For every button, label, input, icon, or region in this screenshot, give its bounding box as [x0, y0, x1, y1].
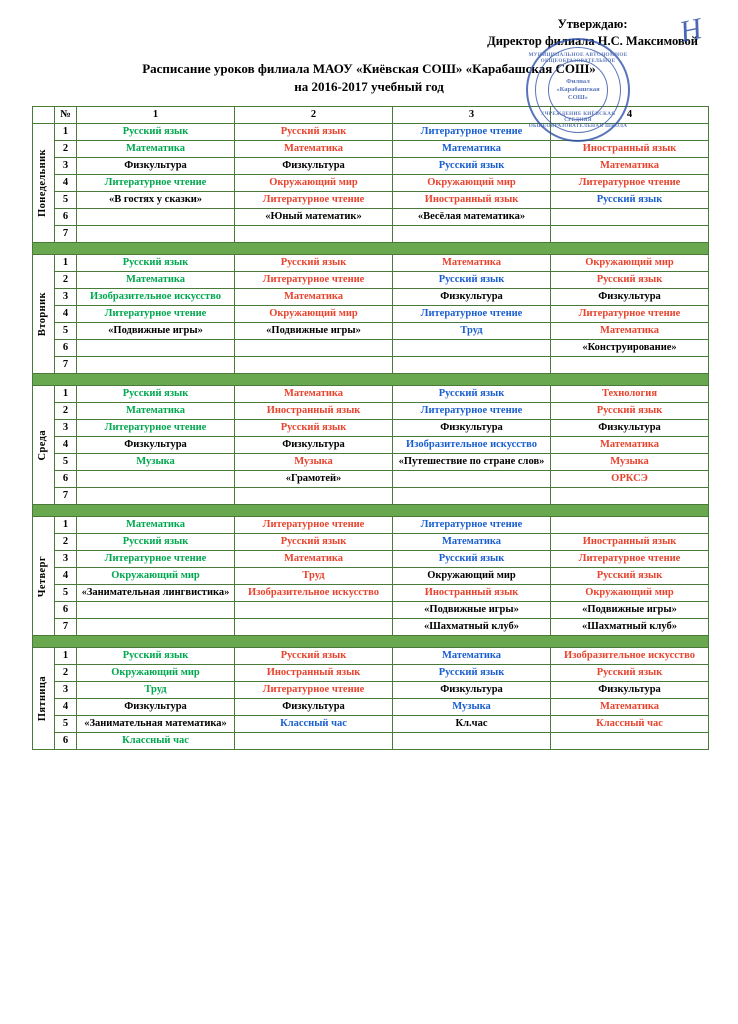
title-line-3: на 2016-2017 учебный год	[294, 79, 444, 95]
empty-cell	[235, 602, 393, 619]
lesson-cell: Классный час	[551, 716, 709, 733]
table-row	[33, 437, 709, 454]
lesson-cell: Русский язык	[77, 124, 235, 141]
lesson-cell: «Весёлая математика»	[393, 209, 551, 226]
lesson-number: 6	[55, 602, 77, 619]
lesson-cell: Математика	[551, 323, 709, 340]
lesson-cell: Математика	[393, 141, 551, 158]
lesson-cell: Математика	[393, 255, 551, 272]
table-row	[33, 386, 709, 403]
lesson-cell: «Подвижные игры»	[77, 323, 235, 340]
lesson-cell: Математика	[77, 141, 235, 158]
lesson-cell: Окружающий мир	[551, 255, 709, 272]
lesson-cell: Окружающий мир	[393, 568, 551, 585]
lesson-cell: «Путешествие по стране слов»	[393, 454, 551, 471]
lesson-cell: Физкультура	[235, 158, 393, 175]
table-row	[33, 141, 709, 158]
lesson-cell: Русский язык	[393, 158, 551, 175]
lesson-cell: Физкультура	[551, 682, 709, 699]
lesson-cell: Математика	[235, 141, 393, 158]
day-label-5: Пятница	[33, 648, 55, 750]
table-row	[33, 665, 709, 682]
schedule-table	[32, 106, 709, 750]
lesson-number: 1	[55, 124, 77, 141]
lesson-cell: «Подвижные игры»	[393, 602, 551, 619]
lesson-cell: Математика	[77, 272, 235, 289]
lesson-number: 7	[55, 357, 77, 374]
lesson-cell: Русский язык	[393, 272, 551, 289]
lesson-cell: Физкультура	[77, 699, 235, 716]
table-row	[33, 619, 709, 636]
lesson-cell: «Занимательная математика»	[77, 716, 235, 733]
lesson-number: 6	[55, 471, 77, 488]
lesson-number: 4	[55, 568, 77, 585]
header-number-col: №	[55, 107, 77, 124]
table-row	[33, 568, 709, 585]
lesson-number: 4	[55, 437, 77, 454]
lesson-cell: Литературное чтение	[551, 175, 709, 192]
header-class-3: 3	[393, 107, 551, 124]
lesson-cell: Физкультура	[77, 158, 235, 175]
lesson-cell: Математика	[77, 517, 235, 534]
table-header-row	[33, 107, 709, 124]
lesson-cell: Изобразительное искусство	[235, 585, 393, 602]
table-row	[33, 454, 709, 471]
lesson-cell: Русский язык	[235, 124, 393, 141]
lesson-cell: Окружающий мир	[393, 175, 551, 192]
empty-cell	[551, 357, 709, 374]
lesson-cell: Музыка	[393, 699, 551, 716]
lesson-cell: «Шахматный клуб»	[551, 619, 709, 636]
lesson-number: 2	[55, 534, 77, 551]
empty-cell	[77, 226, 235, 243]
lesson-cell: Математика	[235, 289, 393, 306]
signature-mark: Н	[677, 12, 706, 49]
lesson-cell: Физкультура	[393, 682, 551, 699]
table-row	[33, 289, 709, 306]
lesson-cell: «Шахматный клуб»	[393, 619, 551, 636]
lesson-cell: Русский язык	[551, 272, 709, 289]
lesson-cell: Литературное чтение	[235, 517, 393, 534]
empty-cell	[235, 340, 393, 357]
lesson-cell: Изобразительное искусство	[77, 289, 235, 306]
empty-cell	[551, 517, 709, 534]
lesson-number: 7	[55, 488, 77, 505]
lesson-cell: Изобразительное искусство	[393, 437, 551, 454]
lesson-cell: Иностранный язык	[393, 585, 551, 602]
empty-cell	[551, 488, 709, 505]
lesson-cell: Русский язык	[77, 386, 235, 403]
table-row	[33, 585, 709, 602]
empty-cell	[393, 357, 551, 374]
table-row	[33, 340, 709, 357]
lesson-cell: Литературное чтение	[77, 551, 235, 568]
lesson-number: 7	[55, 619, 77, 636]
lesson-cell: Русский язык	[77, 534, 235, 551]
lesson-number: 2	[55, 665, 77, 682]
lesson-number: 3	[55, 551, 77, 568]
lesson-cell: Русский язык	[235, 420, 393, 437]
lesson-cell: Музыка	[235, 454, 393, 471]
lesson-cell: Классный час	[235, 716, 393, 733]
header-day-col	[33, 107, 55, 124]
lesson-cell: Литературное чтение	[393, 403, 551, 420]
empty-cell	[77, 488, 235, 505]
lesson-cell: Литературное чтение	[551, 551, 709, 568]
header-class-4: 4	[551, 107, 709, 124]
title-line-1: Расписание уроков филиала МАОУ «Киёвская СОШ» «Карабашская	[142, 61, 553, 76]
lesson-cell: Литературное чтение	[551, 306, 709, 323]
lesson-cell: Физкультура	[551, 289, 709, 306]
header-class-1: 1	[77, 107, 235, 124]
empty-cell	[551, 226, 709, 243]
approval-director: Директор филиала Н.С. Максимовой	[487, 33, 698, 48]
empty-cell	[77, 340, 235, 357]
lesson-cell: Русский язык	[551, 665, 709, 682]
lesson-cell: Математика	[77, 403, 235, 420]
lesson-cell: Русский язык	[393, 665, 551, 682]
approval-label: Утверждаю:	[557, 17, 628, 31]
table-row	[33, 551, 709, 568]
table-row	[33, 175, 709, 192]
empty-cell	[393, 488, 551, 505]
lesson-cell: Русский язык	[551, 568, 709, 585]
day-label-3: Среда	[33, 386, 55, 505]
lesson-cell: «Подвижные игры»	[235, 323, 393, 340]
table-row	[33, 192, 709, 209]
table-row	[33, 602, 709, 619]
empty-cell	[235, 357, 393, 374]
table-row	[33, 517, 709, 534]
lesson-cell: Литературное чтение	[235, 272, 393, 289]
day-separator-fill	[33, 505, 709, 517]
empty-cell	[235, 226, 393, 243]
lesson-cell: «Юный математик»	[235, 209, 393, 226]
lesson-cell: Литературное чтение	[393, 517, 551, 534]
lesson-number: 1	[55, 517, 77, 534]
day-separator-fill	[33, 243, 709, 255]
lesson-cell: Физкультура	[235, 699, 393, 716]
empty-cell	[551, 733, 709, 750]
lesson-cell: «Занимательная лингвистика»	[77, 585, 235, 602]
lesson-cell: Русский язык	[235, 255, 393, 272]
approval-block	[487, 16, 698, 50]
lesson-cell: Литературное чтение	[77, 420, 235, 437]
day-separator-fill	[33, 636, 709, 648]
table-row	[33, 158, 709, 175]
lesson-number: 4	[55, 175, 77, 192]
lesson-cell: Русский язык	[393, 386, 551, 403]
lesson-number: 6	[55, 733, 77, 750]
table-row	[33, 209, 709, 226]
empty-cell	[77, 619, 235, 636]
empty-cell	[235, 619, 393, 636]
lesson-number: 5	[55, 454, 77, 471]
lesson-cell: Окружающий мир	[77, 568, 235, 585]
stamp-center-line1: Филиал	[566, 77, 590, 85]
lesson-cell: «Грамотей»	[235, 471, 393, 488]
lesson-cell: Литературное чтение	[235, 682, 393, 699]
table-row	[33, 471, 709, 488]
lesson-cell: Музыка	[77, 454, 235, 471]
lesson-cell: «В гостях у сказки»	[77, 192, 235, 209]
lesson-number: 1	[55, 386, 77, 403]
lesson-number: 6	[55, 340, 77, 357]
page-title	[49, 60, 689, 96]
table-row	[33, 403, 709, 420]
lesson-cell: Иностранный язык	[235, 403, 393, 420]
day-separator	[33, 243, 709, 255]
table-row	[33, 420, 709, 437]
table-row	[33, 534, 709, 551]
day-label-2: Вторник	[33, 255, 55, 374]
stamp-center-line2: «Карабашская СОШ»	[556, 85, 600, 102]
lesson-number: 5	[55, 585, 77, 602]
stamp-top-text: МУНИЦИПАЛЬНОЕ АВТОНОМНОЕ ОБЩЕОБРАЗОВАТЕЛЬНОЕ	[528, 52, 628, 64]
empty-cell	[393, 226, 551, 243]
lesson-cell: Литературное чтение	[393, 306, 551, 323]
lesson-cell: Технология	[551, 386, 709, 403]
lesson-cell: Труд	[77, 682, 235, 699]
empty-cell	[77, 471, 235, 488]
lesson-number: 2	[55, 403, 77, 420]
table-row	[33, 716, 709, 733]
table-row	[33, 272, 709, 289]
table-row	[33, 488, 709, 505]
lesson-number: 5	[55, 192, 77, 209]
lesson-cell: Физкультура	[393, 420, 551, 437]
empty-cell	[235, 733, 393, 750]
table-row	[33, 733, 709, 750]
empty-cell	[551, 124, 709, 141]
day-separator-fill	[33, 374, 709, 386]
lesson-number: 3	[55, 158, 77, 175]
lesson-cell: Литературное чтение	[235, 192, 393, 209]
lesson-cell: Кл.час	[393, 716, 551, 733]
day-separator	[33, 374, 709, 386]
lesson-number: 5	[55, 323, 77, 340]
lesson-cell: Физкультура	[551, 420, 709, 437]
table-row	[33, 648, 709, 665]
lesson-number: 3	[55, 289, 77, 306]
lesson-cell: Математика	[551, 158, 709, 175]
lesson-cell: «Подвижные игры»	[551, 602, 709, 619]
lesson-cell: Русский язык	[551, 192, 709, 209]
lesson-number: 2	[55, 141, 77, 158]
lesson-cell: Русский язык	[77, 255, 235, 272]
lesson-cell: Математика	[551, 699, 709, 716]
lesson-cell: Окружающий мир	[551, 585, 709, 602]
table-row	[33, 255, 709, 272]
empty-cell	[77, 602, 235, 619]
lesson-cell: Иностранный язык	[551, 141, 709, 158]
lesson-number: 5	[55, 716, 77, 733]
title-line-2: СОШ»	[555, 61, 596, 76]
lesson-cell: Окружающий мир	[235, 175, 393, 192]
lesson-cell: Математика	[393, 534, 551, 551]
lesson-cell: Иностранный язык	[235, 665, 393, 682]
table-row	[33, 226, 709, 243]
lesson-cell: Окружающий мир	[235, 306, 393, 323]
table-row	[33, 699, 709, 716]
schedule-body	[33, 124, 709, 750]
empty-cell	[393, 471, 551, 488]
lesson-number: 2	[55, 272, 77, 289]
lesson-cell: Музыка	[551, 454, 709, 471]
empty-cell	[551, 209, 709, 226]
table-row	[33, 323, 709, 340]
lesson-number: 1	[55, 648, 77, 665]
lesson-cell: Изобразительное искусство	[551, 648, 709, 665]
lesson-cell: Русский язык	[551, 403, 709, 420]
lesson-cell: Русский язык	[393, 551, 551, 568]
empty-cell	[77, 357, 235, 374]
lesson-cell: Иностранный язык	[393, 192, 551, 209]
day-separator	[33, 636, 709, 648]
lesson-cell: Литературное чтение	[393, 124, 551, 141]
empty-cell	[235, 488, 393, 505]
day-label-4: Четверг	[33, 517, 55, 636]
lesson-number: 7	[55, 226, 77, 243]
lesson-number: 3	[55, 420, 77, 437]
lesson-cell: Математика	[235, 551, 393, 568]
empty-cell	[393, 340, 551, 357]
lesson-cell: Русский язык	[77, 648, 235, 665]
lesson-cell: Математика	[551, 437, 709, 454]
table-row	[33, 357, 709, 374]
lesson-cell: «Конструирование»	[551, 340, 709, 357]
lesson-cell: Математика	[393, 648, 551, 665]
lesson-cell: Русский язык	[235, 534, 393, 551]
lesson-number: 6	[55, 209, 77, 226]
lesson-cell: Литературное чтение	[77, 175, 235, 192]
day-separator	[33, 505, 709, 517]
empty-cell	[393, 733, 551, 750]
table-row	[33, 306, 709, 323]
lesson-cell: Физкультура	[77, 437, 235, 454]
lesson-cell: Литературное чтение	[77, 306, 235, 323]
lesson-cell: Труд	[393, 323, 551, 340]
day-label-1: Понедельник	[33, 124, 55, 243]
lesson-cell: Иностранный язык	[551, 534, 709, 551]
empty-cell	[77, 209, 235, 226]
lesson-cell: Математика	[235, 386, 393, 403]
lesson-number: 4	[55, 699, 77, 716]
lesson-cell: ОРКСЭ	[551, 471, 709, 488]
lesson-cell: Классный час	[77, 733, 235, 750]
lesson-cell: Русский язык	[235, 648, 393, 665]
header-class-2: 2	[235, 107, 393, 124]
lesson-cell: Окружающий мир	[77, 665, 235, 682]
lesson-cell: Физкультура	[235, 437, 393, 454]
lesson-number: 3	[55, 682, 77, 699]
table-row	[33, 682, 709, 699]
lesson-cell: Труд	[235, 568, 393, 585]
table-row	[33, 124, 709, 141]
lesson-number: 4	[55, 306, 77, 323]
lesson-cell: Физкультура	[393, 289, 551, 306]
lesson-number: 1	[55, 255, 77, 272]
stamp-bottom-text: УЧРЕЖДЕНИЕ КИЁВСКАЯ СРЕДНЯЯ ОБЩЕОБРАЗОВАТЕЛЬНАЯ ШКОЛА	[528, 111, 628, 129]
